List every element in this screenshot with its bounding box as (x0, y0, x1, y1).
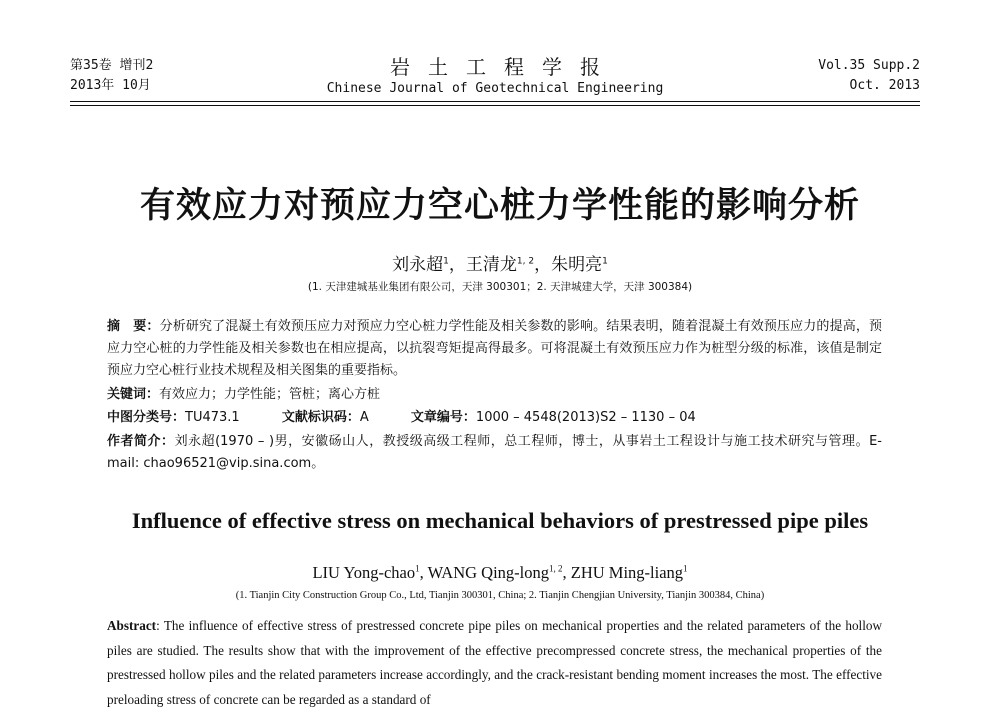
affiliation-cn: (1. 天津建城基业集团有限公司，天津 300301；2. 天津城建大学，天津 300384) (307, 281, 693, 293)
header-right (818, 56, 920, 96)
authors-en (0, 563, 1000, 583)
doc-code-item (282, 410, 369, 425)
abstract-cn (107, 316, 882, 382)
volume-en: Vol.35 Supp.2 (818, 58, 920, 73)
volume-cn: 第35卷 增刊2 (70, 58, 154, 73)
header-rule-thin (70, 105, 920, 106)
classification-line (107, 407, 882, 429)
journal-name-cn: 岩土工程学报 (390, 55, 618, 79)
clc-value: TU473.1 (185, 410, 240, 425)
journal-header (70, 56, 920, 96)
author-affiliation-mark: 1 (415, 563, 420, 574)
abstract-cn-label: 摘 要： (107, 319, 160, 334)
doc-code-value: A (359, 410, 369, 425)
journal-name-en: Chinese Journal of Geotechnical Engineering (326, 81, 664, 96)
header-center (70, 56, 920, 98)
abstract-en (107, 614, 882, 712)
abstract-en-text: : The influence of effective stress of prestressed concrete pipe piles on mechanical properties and the related parameters of the hollow piles are studied. The results show that with the improvement of the effective precompressed concrete stress, the mechanical properties of the prestressed hollow piles and the related parameters increase accordingly, and the crack-resistant bending moment increases the most. The effective preloading stress of concrete can be regarded as a standard of (107, 618, 882, 707)
author-affiliation-mark: 1 (443, 256, 449, 267)
paper-title-en: Influence of effective stress on mechanical behaviors of prestressed pipe piles (131, 508, 869, 533)
article-number-value: 1000 – 4548(2013)S2 – 1130 – 04 (475, 410, 696, 425)
author-name: 王清龙 (465, 255, 517, 275)
clc-label: 中图分类号： (107, 410, 186, 425)
author-bio-cn (107, 431, 882, 475)
doc-code-label: 文献标识码： (281, 410, 360, 425)
date-cn: 2013年 10月 (70, 78, 151, 93)
affiliation-en: (1. Tianjin City Construction Group Co., Ltd, Tianjin 300301, China; 2. Tianjin Chengjian University, Tianjin 300384, China) (235, 590, 765, 601)
abstract-en-label: Abstract (107, 618, 157, 633)
keywords-cn (107, 384, 882, 406)
article-number-item (411, 410, 696, 425)
authors-cn (0, 250, 1000, 275)
paper-title-cn: 有效应力对预应力空心桩力学性能的影响分析 (139, 186, 860, 226)
date-en: Oct. 2013 (849, 78, 920, 93)
header-rule-thick (70, 101, 920, 102)
author-bio-label: 作者简介： (107, 434, 175, 449)
article-number-label: 文章编号： (410, 410, 476, 425)
clc-item (107, 410, 240, 425)
author-affiliation-mark: 1, 2 (549, 563, 563, 574)
author-affiliation-mark: 1, 2 (516, 256, 535, 267)
author-name: 朱明亮 (551, 255, 603, 275)
author-name: ZHU Ming-liang (570, 563, 684, 582)
author-affiliation-mark: 1 (602, 256, 608, 267)
author-affiliation-mark: 1 (683, 563, 688, 574)
abstract-cn-text: 分析研究了混凝土有效预压应力对预应力空心桩力学性能及相关参数的影响。结果表明，随着混凝土有效预压应力的提高，预应力空心桩的力学性能及相关参数也在相应提高，以抗裂弯矩提高得最多。可将混凝土有效预压应力作为桩型分级的标准，该值是制定预应力空心桩行业技术规程及相关图集的重要指标。 (107, 319, 882, 378)
keywords-cn-label: 关键词： (107, 387, 160, 402)
author-bio-text: 刘永超(1970 – )男，安徽砀山人，教授级高级工程师，总工程师，博士，从事岩土工程设计与施工技术研究与管理。E-mail: chao96521@vip.sina.com。 (107, 434, 882, 471)
author-separator: , (419, 563, 428, 582)
author-separator: , (562, 563, 571, 582)
author-separator: ， (534, 255, 552, 275)
author-separator: ， (448, 255, 466, 275)
author-name: WANG Qing-long (427, 563, 550, 582)
keywords-cn-text: 有效应力；力学性能；管桩；离心方桩 (159, 387, 381, 402)
author-name: 刘永超 (392, 255, 444, 275)
author-name: LIU Yong-chao (312, 563, 416, 582)
